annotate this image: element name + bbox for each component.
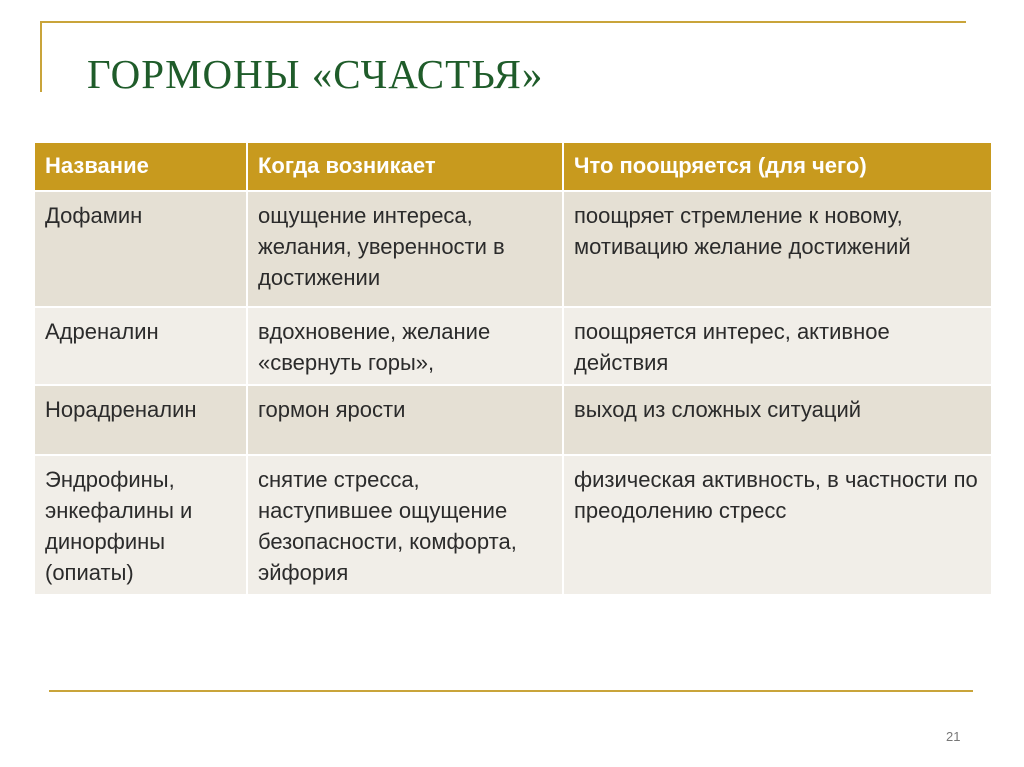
cell-when: гормон ярости: [247, 385, 563, 455]
cell-when: вдохновение, желание «свернуть горы»,: [247, 307, 563, 385]
cell-purpose: поощряет стремление к новому, мотивацию желание достижений: [563, 191, 992, 307]
cell-name: Норадреналин: [34, 385, 247, 455]
table-header-row: [34, 142, 992, 191]
page-number: 21: [946, 729, 961, 744]
cell-purpose: физическая активность, в частности по преодолению стресс: [563, 455, 992, 595]
cell-name: Эндрофины, энкефалины и динорфины (опиаты): [34, 455, 247, 595]
bottom-decor-line: [49, 690, 973, 692]
cell-purpose: выход из сложных ситуаций: [563, 385, 992, 455]
header-when: Когда возникает: [247, 142, 563, 191]
cell-purpose: поощряется интерес, активное действия: [563, 307, 992, 385]
cell-name: Дофамин: [34, 191, 247, 307]
table-row: [34, 191, 992, 307]
table-row: [34, 455, 992, 595]
header-name: Название: [34, 142, 247, 191]
top-decor-line: [40, 21, 966, 23]
cell-when: снятие стресса, наступившее ощущение безопасности, комфорта, эйфория: [247, 455, 563, 595]
header-purpose: Что поощряется (для чего): [563, 142, 992, 191]
table-row: [34, 307, 992, 385]
left-decor-line: [40, 21, 42, 92]
table-row: [34, 385, 992, 455]
slide-title: ГОРМОНЫ «СЧАСТЬЯ»: [87, 51, 544, 97]
hormones-table: [33, 141, 993, 596]
cell-name: Адреналин: [34, 307, 247, 385]
cell-when: ощущение интереса, желания, уверенности в достижении: [247, 191, 563, 307]
